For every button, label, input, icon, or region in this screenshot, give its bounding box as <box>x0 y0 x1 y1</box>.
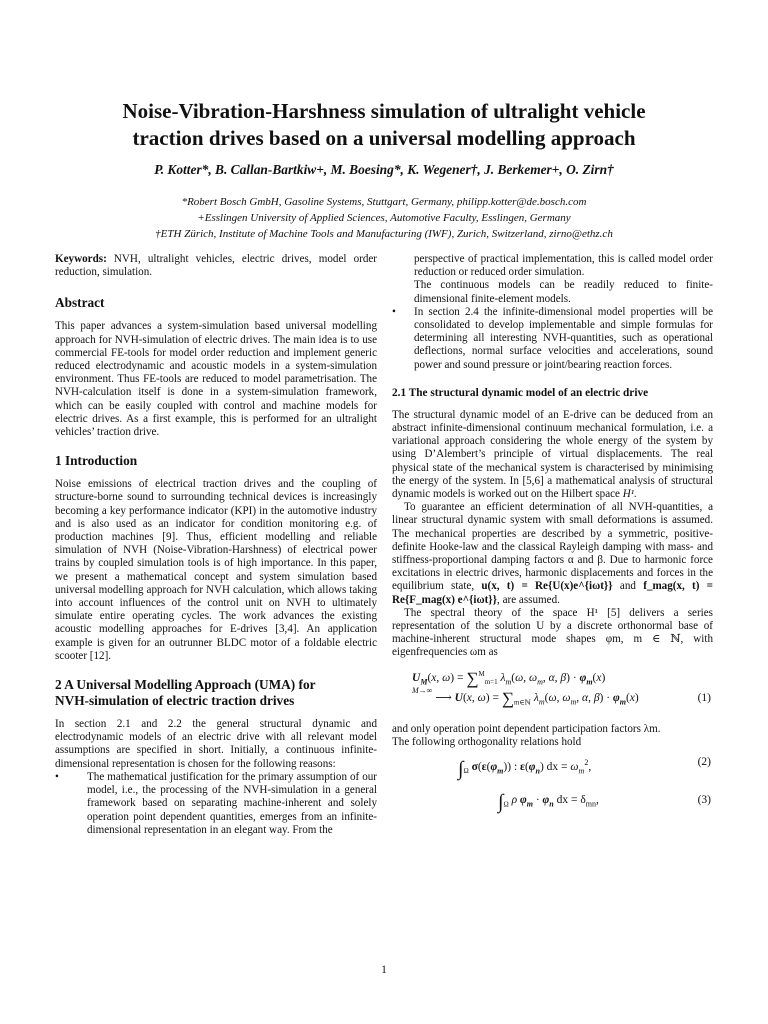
section-2-heading-line-1: 2 A Universal Modelling Approach (UMA) for <box>55 677 316 693</box>
bullet-dot-icon: • <box>55 770 59 783</box>
displacement-equation: u(x, t) = Re{U(x)e^{iωt}} <box>481 580 613 593</box>
and-connector: and <box>619 580 644 593</box>
hilbert-space-symbol: H¹. <box>622 488 637 501</box>
bullet-continuation-2: The continuous models can be readily reduced to finite-dimensional finite-element models. <box>414 279 713 305</box>
affiliation-eth: †ETH Zürich, Institute of Machine Tools and Manufacturing (IWF), Zurich, Switzerland, zirno@ethz.ch <box>155 228 613 240</box>
section-2-heading-line-2: NVH-simulation of electric traction drives <box>55 693 295 709</box>
force-equation: f_mag(x, t) = Re{F_mag(x) e^{iωt}} <box>392 580 714 606</box>
keywords-label: Keywords: <box>55 253 107 265</box>
title-line-1: Noise-Vibration-Harshness simulation of ultralight vehicle <box>122 99 646 123</box>
page-number: 1 <box>381 964 387 976</box>
bullet-continuation: perspective of practical implementation, this is called model order reduction or reduced order simulation. <box>414 253 713 279</box>
structural-model-paragraph <box>392 409 713 501</box>
linear-system-paragraph <box>392 501 713 607</box>
keywords <box>55 253 377 279</box>
abstract-text: This paper advances a system-simulation based universal modelling approach for NVH-simulation of electric drives. The main idea is to use commercial FE-tools for model order reduction and implement generic reduced electrodynamic and acoustic models in a system-simulation environment. Thus FE-tools are reduced to model parametrisation. The NVH-calculation itself is done in a system-simulation framework, which can be easily coupled with control and machine models for electric drives. As a first example, this is performed for an ultralight vehicles’ traction drive. <box>55 320 377 439</box>
introduction-heading: 1 Introduction <box>55 453 138 469</box>
bullet-justification <box>55 771 377 837</box>
keywords-text: NVH, ultralight vehicles, electric drives, model order reduction, simulation. <box>55 253 377 279</box>
title-line-2: traction drives based on a universal modelling approach <box>132 126 636 150</box>
assumed-text: , are assumed. <box>497 593 560 606</box>
affiliation-bosch: *Robert Bosch GmbH, Gasoline Systems, Stuttgart, Germany, philipp.kotter@de.bosch.com <box>181 196 587 208</box>
left-column <box>55 253 377 837</box>
equation-3: $\int_\Omega$ ρ $\varphi_m \cdot \varphi_n$ dx = $\delta_{mn}$, (3) <box>498 791 711 814</box>
bullet-section-2-4-text: In section 2.4 the infinite-dimensional model properties will be consolidated to develop implementable and simple formulas for determining all interesting NVH-quantities, such as operational deflections, normal surface velocities and accelerations, sound power and sound pressure or joint/bearing reaction forces. <box>414 305 713 371</box>
affiliations <box>40 194 728 242</box>
equation-modal-sum-M: $U_M(x$, ω) = ∑$^M_{m=1}$ $\lambda_m(\omega$, $\omega_m$, α, $\beta) \cdot \varphi_m(x)$ <box>412 668 606 688</box>
affiliation-esslingen: +Esslingen University of Applied Sciences, Automotive Faculty, Esslingen, Germany <box>197 212 571 224</box>
bullet-dot-icon: • <box>392 305 396 318</box>
equation-2-number: (2) <box>697 756 711 769</box>
equation-1: $^{M\to\infty}$ ⟶ U(x, $\omega) = \sum_{m\in ℕ}$ $\lambda_m(\omega$, $\omega_m$, α, $\beta) \cdot \varphi_m(x)$ (1) <box>412 685 711 708</box>
participation-factors-text: and only operation point dependent participation factors λm. <box>392 722 661 735</box>
equation-3-number: (3) <box>697 794 711 807</box>
paper-title <box>40 98 728 152</box>
structural-model-text: The structural dynamic model of an E-drive can be deduced from an abstract infinite-dimensional continuum mechanical formulation, i.e. a variational approach considering the whole energy of the system by using D’Alembert’s principle of virtual displacements. The real physical state of the mechanical system is characterised by minimising the energy of the system. In [5,6] a mathematical analysis of structural dynamic models is worked out on the Hilbert space <box>392 408 713 501</box>
linear-system-text: To guarantee an efficient determination of all NVH-quantities, a linear structural dynamic system with small deformations is assumed. The mechanical properties are described by a symmetric, positive-definite Hooke-law and the classical Rayleigh damping with mass- and stiffness-proportional damping factors α and β. Due to harmonic force excitations in electric drives, harmonic displacements and forces in the equilibrium state, <box>392 501 713 593</box>
spectral-theory-paragraph: The spectral theory of the space H¹ [5] delivers a series representation of the solution U by a discrete orthonormal base of machine-inherent structural mode shapes φm, m ∈ ℕ, with eigenfrequencies ωm as <box>392 606 713 659</box>
author-list: P. Kotter*, B. Callan-Bartkiw+, M. Boesing*, K. Wegener†, J. Berkemer+, O. Zirn† <box>154 162 614 177</box>
introduction-text: Noise emissions of electrical traction drives and the coupling of structure-borne sound to surrounding technical devices is increasingly becoming a key performance indicator (KPI) in the automotive industry and is also used as an indicator for condition monitoring e.g. of production machines [9]. Thus, efficient modelling and reliable simulation of NVH (Noise-Vibration-Harshness) of electrical power trains by coupled simulation tools is of high importance. In this paper, we present a mathematical concept and system simulation based universal modelling approach for NVH calculation, which allows taking into account influences of the control unit on NVH to ultimately simulate entire operating cycles. The work advances the existing acoustic modelling approaches for E-drives [3,4]. An application example is given for an outrunner BLDC motor of a foldable electric scooter [12]. <box>55 478 377 662</box>
bullet-section-2-4 <box>392 306 713 372</box>
section-2-heading <box>55 677 377 709</box>
equation-2: $\int_\Omega$ $\sigma(\varepsilon(\varphi_m))$ : $\varepsilon(\varphi_n)$ dx = $\omega_m^2$, (2) <box>458 756 711 780</box>
abstract-heading: Abstract <box>55 295 105 311</box>
orthogonality-intro: The following orthogonality relations hold <box>392 735 582 748</box>
right-column <box>392 253 713 829</box>
section-2-intro: In section 2.1 and 2.2 the general structural dynamic and electrodynamic models of an electric drive with all relevant model assumptions are specified in short. Initially, a continuous infinite-dimensional representation is chosen for the following reasons: <box>55 718 377 770</box>
equation-1-number: (1) <box>697 691 711 704</box>
subsection-2-1-heading: 2.1 The structural dynamic model of an electric drive <box>392 386 649 399</box>
bullet-justification-text: The mathematical justification for the primary assumption of our model, i.e., the processing of the NVH-simulation in a general framework based on separating machine-inherent and solely operation point dependent quantities, emerges from an infinite-dimensional representation in an elegant way. From the <box>87 770 377 836</box>
